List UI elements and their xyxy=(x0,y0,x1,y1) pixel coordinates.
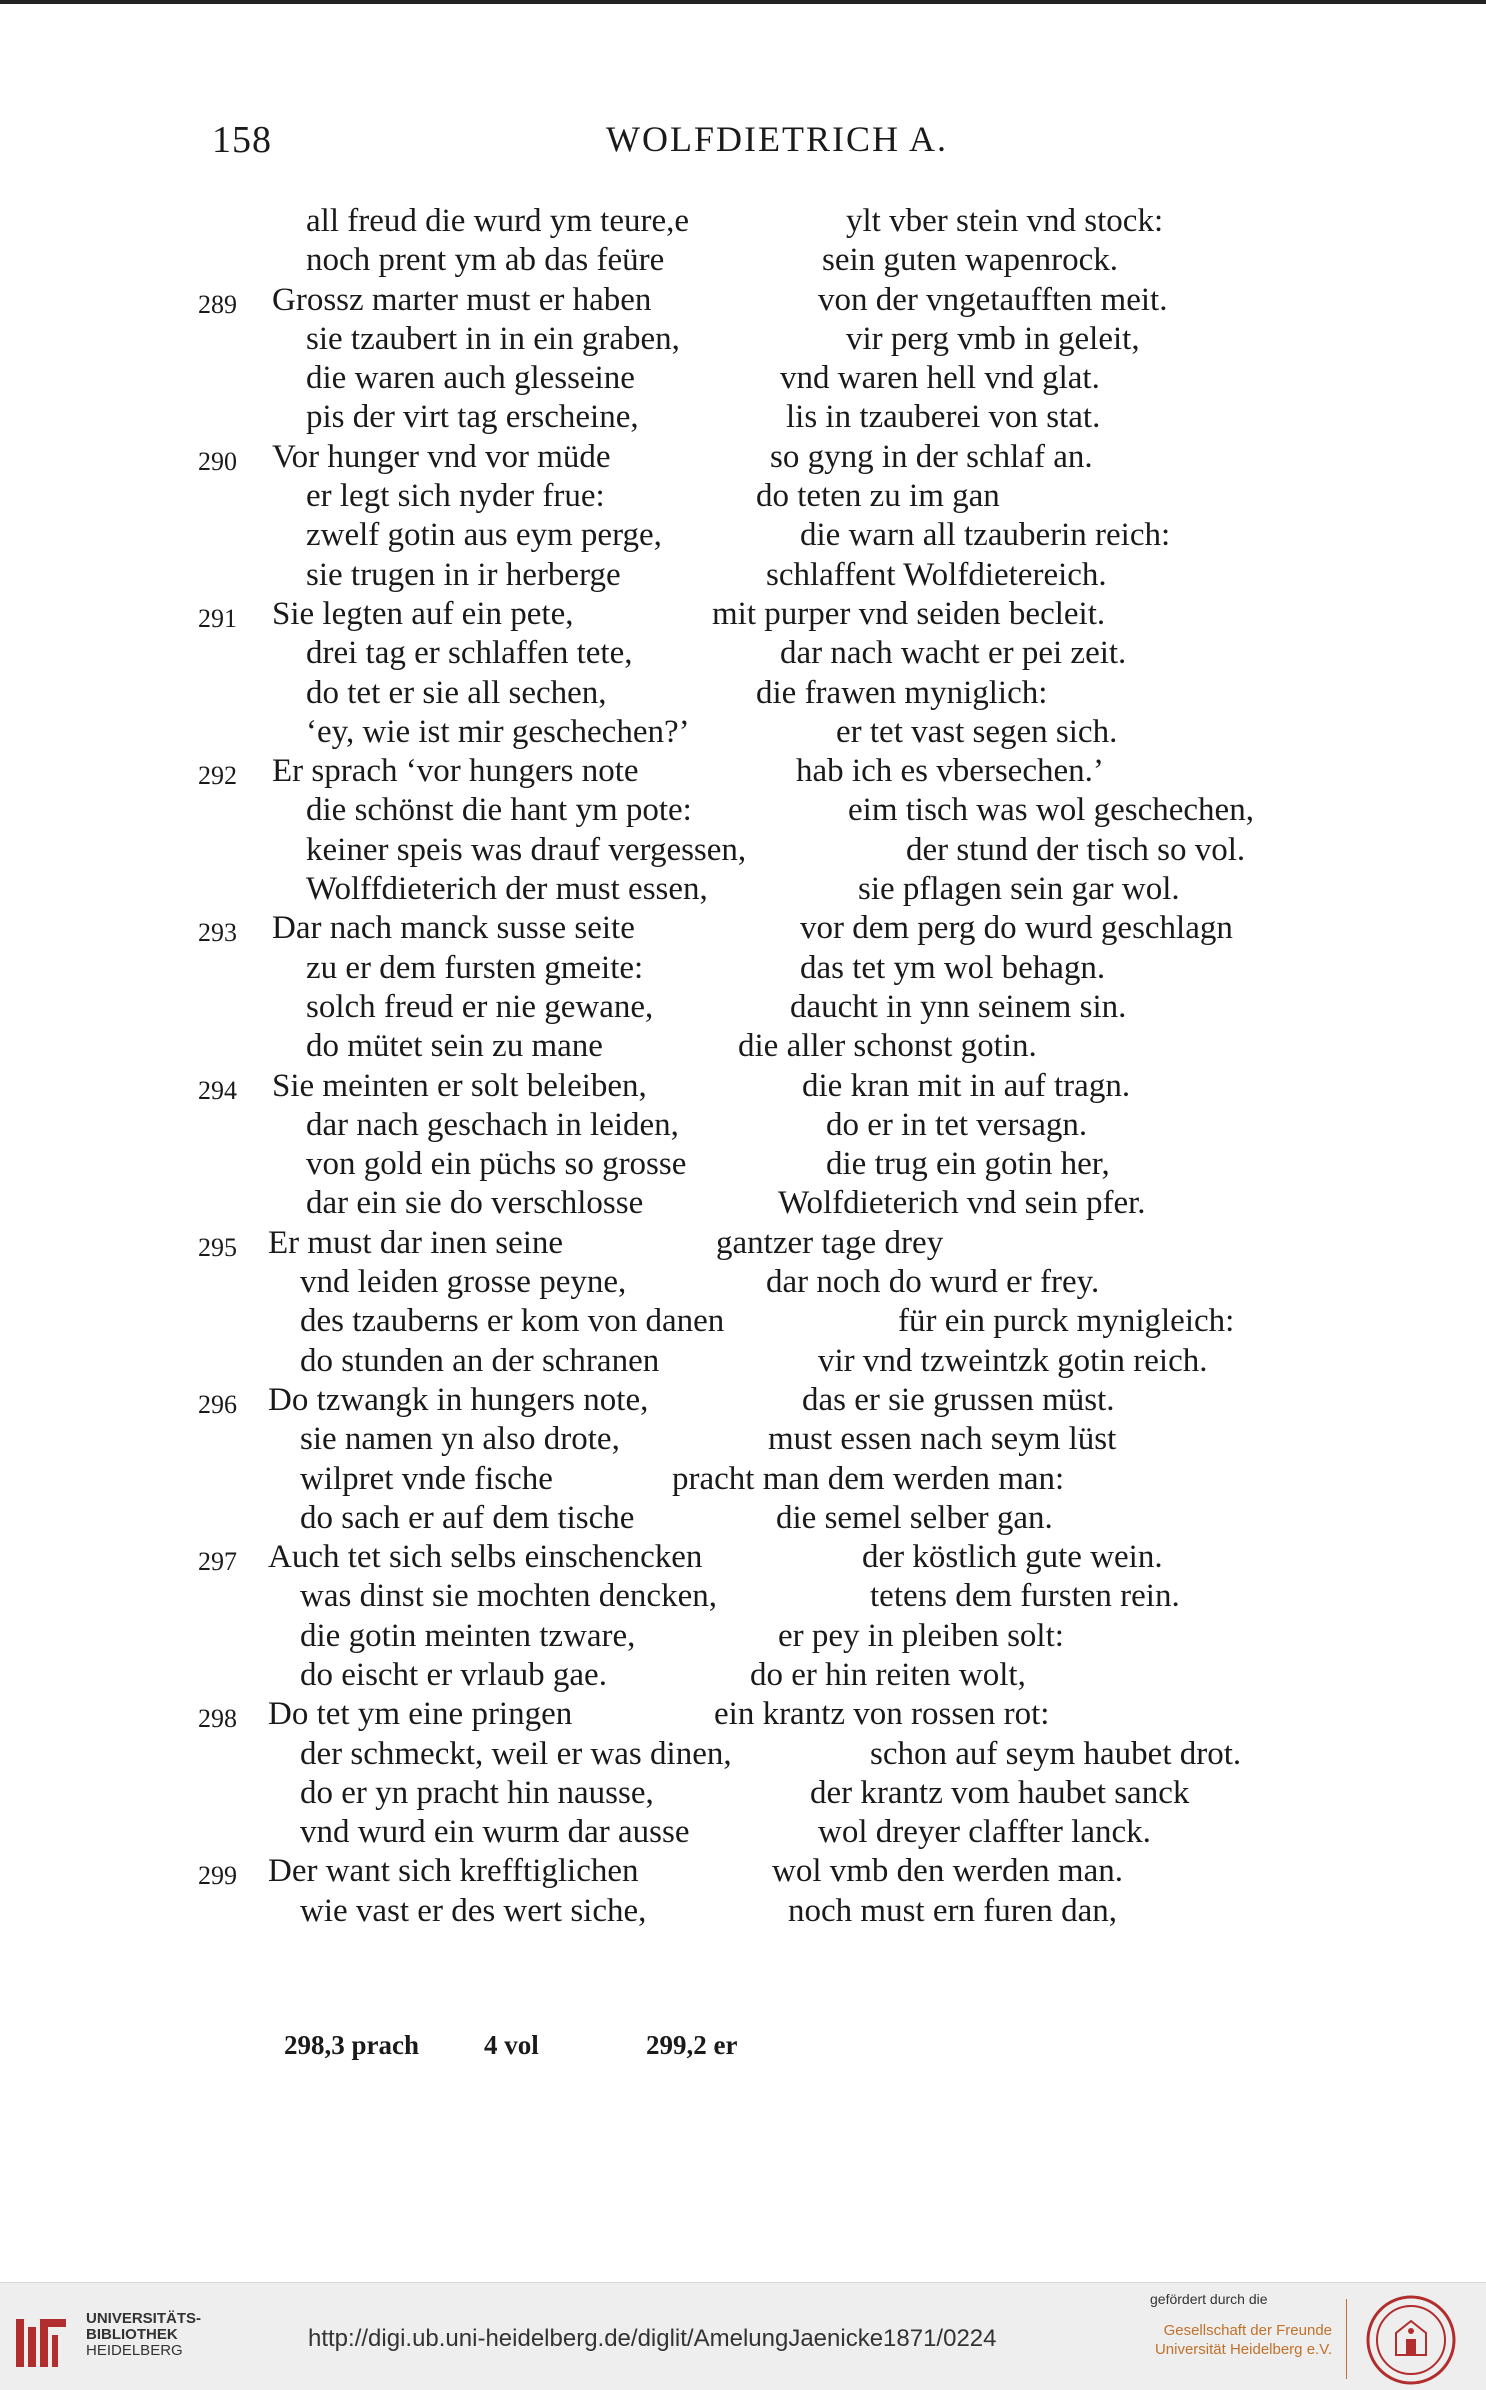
verse-first-half: ‘ey, wie ist mir geschechen?’ xyxy=(306,713,690,750)
verse-line xyxy=(0,1695,1486,1734)
verse-line xyxy=(0,438,1486,477)
verse-second-half: do er hin reiten wolt, xyxy=(750,1656,1026,1693)
verse-line xyxy=(0,1460,1486,1499)
top-rule xyxy=(0,0,1486,4)
verse-line xyxy=(0,1420,1486,1459)
verse-line xyxy=(0,1813,1486,1852)
verse-first-half: die schönst die hant ym pote: xyxy=(306,792,692,829)
stanza-number: 297 xyxy=(198,1547,237,1577)
verse-second-half: er pey in pleiben solt: xyxy=(778,1617,1064,1654)
supported-by-label: gefördert durch die xyxy=(1150,2291,1268,2307)
verse-line xyxy=(0,949,1486,988)
verse-first-half: solch freud er nie gewane, xyxy=(306,988,654,1025)
footnote: 299,2 er xyxy=(646,2030,738,2060)
page-number: 158 xyxy=(212,119,272,161)
verse-first-half: do mütet sein zu mane xyxy=(306,1028,603,1065)
verse-line xyxy=(0,241,1486,280)
verse-line xyxy=(0,281,1486,320)
verse-second-half: mit purper vnd seiden becleit. xyxy=(712,595,1106,632)
verse-first-half: all freud die wurd ym teure,e xyxy=(306,203,690,239)
verse-line xyxy=(0,398,1486,437)
university-library-logo-icon xyxy=(14,2313,68,2371)
footnote: 4 vol xyxy=(484,2030,539,2060)
source-url-link[interactable]: http://digi.ub.uni-heidelberg.de/diglit/AmelungJaenicke1871/0224 xyxy=(308,2325,997,2352)
verse-second-half: von der vngetaufften meit. xyxy=(818,281,1168,318)
verse-first-half: Der want sich krefftiglichen xyxy=(268,1853,639,1890)
stanza-number: 294 xyxy=(198,1075,237,1105)
verse-first-half: dar ein sie do verschlosse xyxy=(306,1185,644,1222)
verse-line xyxy=(0,1067,1486,1106)
verse-first-half: die gotin meinten tzware, xyxy=(300,1617,636,1654)
running-head: WOLFDIETRICH A. xyxy=(606,119,948,159)
verse-first-half: do eischt er vrlaub gae. xyxy=(300,1656,607,1693)
verse-block xyxy=(0,202,1486,1931)
verse-first-half: vnd leiden grosse peyne, xyxy=(300,1264,627,1301)
stanza-number: 293 xyxy=(198,918,237,948)
verse-line xyxy=(0,1617,1486,1656)
stanza-number: 296 xyxy=(198,1389,237,1419)
verse-second-half: das tet ym wol behagn. xyxy=(800,949,1106,986)
verse-second-half: das er sie grussen müst. xyxy=(802,1381,1115,1418)
verse-first-half: drei tag er schlaffen tete, xyxy=(306,635,633,672)
verse-first-half: Sie meinten er solt beleiben, xyxy=(272,1067,647,1104)
verse-second-half: tetens dem fursten rein. xyxy=(870,1578,1180,1615)
stanza-number: 291 xyxy=(198,603,237,633)
verse-second-half: der köstlich gute wein. xyxy=(862,1539,1163,1576)
university-seal-icon xyxy=(1366,2295,1456,2385)
verse-first-half: noch prent ym ab das feüre xyxy=(306,242,665,279)
verse-line xyxy=(0,1342,1486,1381)
verse-first-half: do tet er sie all sechen, xyxy=(306,674,607,711)
verse-line xyxy=(0,831,1486,870)
verse-line xyxy=(0,320,1486,359)
verse-second-half: vir vnd tzweintzk gotin reich. xyxy=(818,1342,1208,1379)
verse-first-half: keiner speis was drauf vergessen, xyxy=(306,831,747,868)
library-name xyxy=(86,2311,201,2359)
verse-first-half: Er must dar inen seine xyxy=(268,1224,564,1261)
verse-first-half: Auch tet sich selbs einschencken xyxy=(268,1539,703,1576)
verse-line xyxy=(0,595,1486,634)
verse-first-half: der schmeckt, weil er was dinen, xyxy=(300,1735,732,1772)
verse-line xyxy=(0,1145,1486,1184)
verse-second-half: ein krantz von rossen rot: xyxy=(714,1696,1050,1733)
verse-second-half: lis in tzauberei von stat. xyxy=(786,399,1101,436)
stanza-number: 290 xyxy=(198,446,237,476)
verse-line xyxy=(0,909,1486,948)
verse-line xyxy=(0,791,1486,830)
verse-line xyxy=(0,1381,1486,1420)
verse-second-half: must essen nach seym lüst xyxy=(768,1421,1117,1458)
verse-first-half: Grossz marter must er haben xyxy=(272,281,652,318)
stanza-number: 299 xyxy=(198,1861,237,1891)
verse-line xyxy=(0,359,1486,398)
verse-second-half: wol dreyer claffter lanck. xyxy=(818,1814,1151,1851)
verse-second-half: pracht man dem werden man: xyxy=(672,1460,1065,1497)
verse-first-half: er legt sich nyder frue: xyxy=(306,478,605,515)
verse-first-half: von gold ein püchs so grosse xyxy=(306,1146,687,1183)
verse-line xyxy=(0,1538,1486,1577)
verse-first-half: Wolffdieterich der must essen, xyxy=(306,871,708,908)
footnote: 298,3 prach xyxy=(284,2030,419,2060)
verse-first-half: Do tet ym eine pringen xyxy=(268,1696,573,1733)
verse-first-half: pis der virt tag erscheine, xyxy=(306,399,639,436)
verse-line xyxy=(0,1106,1486,1145)
stanza-number: 289 xyxy=(198,289,237,319)
verse-second-half: vnd waren hell vnd glat. xyxy=(780,360,1100,397)
verse-line xyxy=(0,634,1486,673)
verse-second-half: er tet vast segen sich. xyxy=(836,713,1118,750)
verse-second-half: die frawen myniglich: xyxy=(756,674,1048,711)
verse-line xyxy=(0,870,1486,909)
verse-first-half: sie namen yn also drote, xyxy=(300,1421,620,1458)
stanza-number: 292 xyxy=(198,761,237,791)
verse-first-half: die waren auch glesseine xyxy=(306,360,635,397)
verse-first-half: was dinst sie mochten dencken, xyxy=(300,1578,717,1615)
verse-line xyxy=(0,516,1486,555)
verse-first-half: vnd wurd ein wurm dar ausse xyxy=(300,1814,690,1851)
verse-first-half: Dar nach manck susse seite xyxy=(272,910,635,947)
verse-first-half: Do tzwangk in hungers note, xyxy=(268,1381,649,1418)
verse-line xyxy=(0,988,1486,1027)
verse-second-half: die semel selber gan. xyxy=(776,1499,1053,1536)
verse-line xyxy=(0,1735,1486,1774)
verse-second-half: daucht in ynn seinem sin. xyxy=(790,988,1127,1025)
verse-line xyxy=(0,477,1486,516)
verse-second-half: dar noch do wurd er frey. xyxy=(766,1264,1100,1301)
verse-second-half: dar nach wacht er pei zeit. xyxy=(780,635,1127,672)
verse-second-half: hab ich es vbersechen.’ xyxy=(796,753,1104,790)
verse-line xyxy=(0,1027,1486,1066)
verse-first-half: Vor hunger vnd vor müde xyxy=(272,438,611,475)
verse-line xyxy=(0,1852,1486,1891)
verse-first-half: do stunden an der schranen xyxy=(300,1342,660,1379)
verse-second-half: noch must ern furen dan, xyxy=(788,1892,1117,1929)
verse-first-half: dar nach geschach in leiden, xyxy=(306,1106,679,1143)
verse-first-half: wilpret vnde fische xyxy=(300,1460,553,1497)
verse-line xyxy=(0,674,1486,713)
verse-second-half: ylt vber stein vnd stock: xyxy=(846,203,1164,239)
library-name-line: UNIVERSITÄTS- xyxy=(86,2310,202,2327)
verse-second-half: so gyng in der schlaf an. xyxy=(770,438,1093,475)
verse-line xyxy=(0,752,1486,791)
verse-line xyxy=(0,713,1486,752)
verse-second-half: die aller schonst gotin. xyxy=(738,1028,1037,1065)
verse-line xyxy=(0,1499,1486,1538)
society-name-line: Universität Heidelberg e.V. xyxy=(1154,2341,1332,2358)
verse-first-half: zwelf gotin aus eym perge, xyxy=(306,517,662,554)
verse-line xyxy=(0,1184,1486,1223)
verse-line xyxy=(0,556,1486,595)
library-name-line: BIBLIOTHEK xyxy=(86,2326,178,2343)
verse-second-half: vor dem perg do wurd geschlagn xyxy=(800,910,1233,947)
verse-second-half: eim tisch was wol geschechen, xyxy=(848,792,1254,829)
verse-line xyxy=(0,1263,1486,1302)
verse-line xyxy=(0,1774,1486,1813)
verse-first-half: zu er dem fursten gmeite: xyxy=(306,949,644,986)
verse-second-half: gantzer tage drey xyxy=(716,1224,944,1261)
verse-second-half: sie pflagen sein gar wol. xyxy=(858,871,1180,908)
verse-second-half: der krantz vom haubet sanck xyxy=(810,1774,1190,1811)
verse-first-half: Er sprach ‘vor hungers note xyxy=(272,753,639,790)
footer-bar xyxy=(0,2282,1486,2390)
verse-first-half: des tzauberns er kom von danen xyxy=(300,1303,725,1340)
verse-line xyxy=(0,1302,1486,1341)
library-name-line: HEIDELBERG xyxy=(86,2342,183,2359)
verse-first-half: sie tzaubert in in ein graben, xyxy=(306,320,680,357)
verse-second-half: do er in tet versagn. xyxy=(826,1106,1088,1143)
verse-second-half: die kran mit in auf tragn. xyxy=(802,1067,1131,1104)
verse-second-half: die trug ein gotin her, xyxy=(826,1146,1110,1183)
society-name xyxy=(1152,2321,1332,2359)
verse-line xyxy=(0,202,1486,241)
stanza-number: 295 xyxy=(198,1232,237,1262)
verse-second-half: der stund der tisch so vol. xyxy=(906,831,1246,868)
verse-first-half: do er yn pracht hin nausse, xyxy=(300,1774,654,1811)
footer-divider xyxy=(1346,2299,1347,2379)
verse-line xyxy=(0,1224,1486,1263)
verse-first-half: Sie legten auf ein pete, xyxy=(272,595,574,632)
verse-second-half: wol vmb den werden man. xyxy=(772,1853,1123,1890)
verse-second-half: schon auf seym haubet drot. xyxy=(870,1735,1242,1772)
verse-line xyxy=(0,1892,1486,1931)
stanza-number: 298 xyxy=(198,1704,237,1734)
verse-second-half: die warn all tzauberin reich: xyxy=(800,517,1171,554)
verse-second-half: schlaffent Wolfdietereich. xyxy=(766,556,1107,593)
verse-second-half: vir perg vmb in geleit, xyxy=(846,320,1140,357)
verse-first-half: sie trugen in ir herberge xyxy=(306,556,621,593)
verse-second-half: do teten zu im gan xyxy=(756,478,1000,515)
verse-line xyxy=(0,1577,1486,1616)
verse-first-half: do sach er auf dem tische xyxy=(300,1499,635,1536)
society-name-line: Gesellschaft der Freunde xyxy=(1163,2322,1332,2339)
verse-second-half: Wolfdieterich vnd sein pfer. xyxy=(778,1185,1146,1222)
verse-first-half: wie vast er des wert siche, xyxy=(300,1892,647,1929)
verse-line xyxy=(0,1656,1486,1695)
verse-second-half: sein guten wapenrock. xyxy=(822,242,1118,279)
verse-second-half: für ein purck mynigleich: xyxy=(898,1303,1235,1340)
